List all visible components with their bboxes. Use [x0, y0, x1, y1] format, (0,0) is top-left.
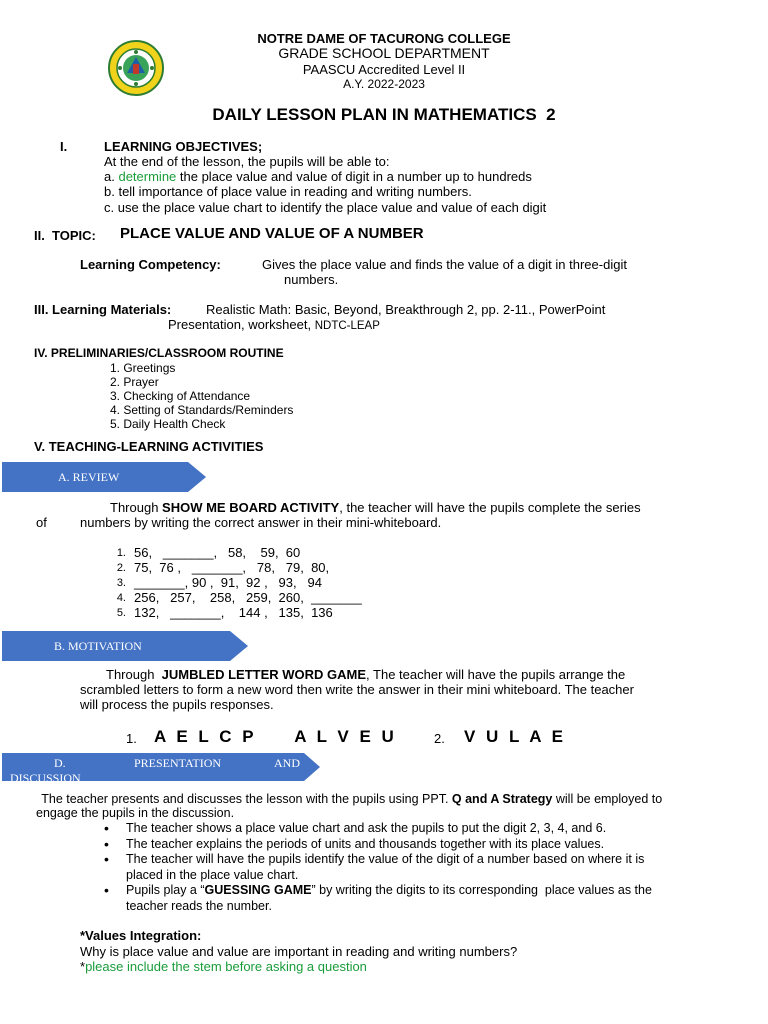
preliminaries-heading: IV. PRELIMINARIES/CLASSROOM ROUTINE	[34, 346, 284, 360]
item-number: 5.	[116, 607, 126, 619]
list-item	[102, 883, 734, 914]
bullet-text-line2: placed in the place value chart.	[126, 867, 299, 882]
motivation-text-end: , The teacher will have the pupils arrange the	[366, 667, 626, 682]
list-item	[112, 560, 512, 575]
objective-b: b. tell importance of place value in reading and writing numbers.	[104, 184, 472, 199]
review-banner-label: A. REVIEW	[58, 470, 120, 484]
jumbled-word-1-number: 1.	[126, 731, 137, 746]
objective-c: c. use the place value chart to identify the place value and value of each digit	[104, 200, 547, 215]
bullet-text-line2: teacher reads the number.	[126, 898, 272, 913]
list-item	[112, 605, 512, 620]
item-number: 3.	[116, 577, 126, 589]
materials-label: III. Learning Materials:	[34, 302, 172, 317]
presentation-banner-label: PRESENTATION	[134, 756, 222, 770]
item-sequence: 132, _______, 144 , 135, 136	[134, 605, 333, 620]
bullet-text: • The teacher will have the pupils identify the value of the digit of a number based on where it is	[126, 852, 645, 867]
presentation-banner	[2, 753, 320, 781]
objective-a-text: the place value and value of digit in a number up to hundreds	[176, 169, 532, 184]
materials-line1: Realistic Math: Basic, Beyond, Breakthrough 2, pp. 2-11., PowerPoint	[206, 302, 606, 317]
presentation-banner-letter: D.	[54, 756, 66, 770]
item-sequence: 56, _______, 58, 59, 60	[134, 545, 301, 560]
materials-line2-text: Presentation, worksheet,	[168, 317, 315, 332]
objectives-intro: At the end of the lesson, the pupils will be able to:	[104, 154, 390, 169]
presentation-strategy: Q and A Strategy	[451, 792, 553, 806]
review-of: of	[36, 515, 47, 530]
objectives-heading: LEARNING OBJECTIVES;	[104, 139, 263, 154]
accreditation: PAASCU Accredited Level II	[302, 62, 466, 77]
topic-value: PLACE VALUE AND VALUE OF A NUMBER	[120, 225, 424, 242]
review-text-end: , the teacher will have the pupils complete the series	[339, 500, 641, 515]
motivation-banner-label: B. MOTIVATION	[54, 639, 142, 653]
objectives-numeral: I.	[60, 139, 68, 154]
materials-ndtc-leap: NDTC-LEAP	[314, 320, 380, 332]
item-number: 1.	[116, 547, 126, 559]
list-item: 5. Daily Health Check	[110, 417, 226, 431]
review-paragraph	[110, 500, 641, 515]
item-number: 4.	[116, 592, 126, 604]
values-heading: *Values Integration:	[80, 928, 202, 943]
jumbled-word-1: A E L C P A L V E U	[154, 727, 397, 746]
page-title: DAILY LESSON PLAN IN MATHEMATICS 2	[212, 105, 556, 124]
values-note	[80, 959, 367, 974]
guessing-game-label: GUESSING GAME	[204, 883, 312, 898]
motivation-banner	[2, 631, 248, 661]
list-item: 3. Checking of Attendance	[110, 389, 251, 403]
item-number: 2.	[116, 562, 126, 574]
review-text-start: Through	[110, 500, 163, 515]
activities-heading: V. TEACHING-LEARNING ACTIVITIES	[34, 439, 264, 454]
bullet-text	[126, 883, 734, 899]
presentation-bullets	[102, 821, 734, 915]
review-line2: numbers by writing the correct answer in their mini-whiteboard.	[80, 515, 442, 530]
list-item: 2. Prayer	[110, 375, 159, 389]
preliminaries-list	[110, 361, 293, 431]
bullet-text: The teacher explains the periods of units and thousands together with its place values.	[126, 836, 605, 851]
values-question: Why is place value and value are important in reading and writing numbers?	[80, 944, 518, 959]
item-sequence: 75, 76 , _______, 78, 79, 80,	[134, 560, 330, 575]
jumbled-word-2: V U L A E	[464, 727, 566, 746]
values-note-star: *	[80, 959, 86, 974]
topic-label: II. TOPIC:	[34, 228, 96, 243]
list-item	[112, 590, 512, 605]
bullet-text: The teacher shows a place value chart and ask the pupils to put the digit 2, 3, 4, and 6.	[126, 821, 607, 835]
motivation-line2: scrambled letters to form a new word then write the answer in their mini whiteboard. The teacher	[80, 682, 634, 697]
list-item: 4. Setting of Standards/Reminders	[110, 403, 294, 417]
item-sequence: _______, 90 , 91, 92 , 93, 94	[134, 575, 322, 590]
jumbled-word-2-number: 2.	[434, 731, 445, 746]
list-item	[112, 575, 512, 590]
bullet4-end: ” by writing the digits to its corresponding place values as the	[311, 883, 652, 898]
motivation-game-name: JUMBLED LETTER WORD GAME	[161, 667, 367, 682]
department-name: GRADE SCHOOL DEPARTMENT	[278, 45, 490, 61]
materials-line2	[168, 317, 380, 334]
presentation-line2: engage the pupils in the discussion.	[36, 806, 235, 820]
review-activity-name: SHOW ME BOARD ACTIVITY	[162, 500, 340, 515]
academic-year: A.Y. 2022-2023	[343, 77, 425, 91]
school-name: NOTRE DAME OF TACURONG COLLEGE	[257, 31, 511, 46]
review-list	[112, 545, 512, 620]
motivation-text-start: Through	[106, 667, 162, 682]
objective-a	[104, 169, 532, 184]
list-item	[102, 821, 734, 837]
objective-a-prefix: a.	[104, 169, 119, 184]
presentation-text-end: will be employed to	[552, 792, 663, 806]
list-item	[102, 837, 734, 853]
competency-line1: Gives the place value and finds the value of a digit in three-digit	[262, 257, 627, 272]
objective-a-highlight: determine	[118, 169, 177, 184]
review-banner	[2, 462, 206, 492]
list-item	[112, 545, 512, 560]
presentation-banner-line2: DISCUSSION	[10, 771, 81, 781]
list-item: 1. Greetings	[110, 361, 176, 375]
competency-label: Learning Competency:	[80, 257, 221, 272]
list-item	[102, 852, 734, 883]
item-sequence: 256, 257, 258, 259, 260, _______	[134, 590, 362, 605]
presentation-paragraph	[38, 792, 662, 806]
values-note-text: please include the stem before asking a question	[85, 959, 367, 974]
motivation-line3: will process the pupils responses.	[80, 697, 274, 712]
presentation-banner-and: AND	[274, 756, 300, 770]
motivation-paragraph	[106, 667, 625, 682]
competency-line2: numbers.	[284, 272, 339, 287]
presentation-text-start: The teacher presents and discusses the lesson with the pupils using PPT.	[38, 792, 452, 806]
bullet4-start: Pupils play a “	[126, 883, 205, 898]
